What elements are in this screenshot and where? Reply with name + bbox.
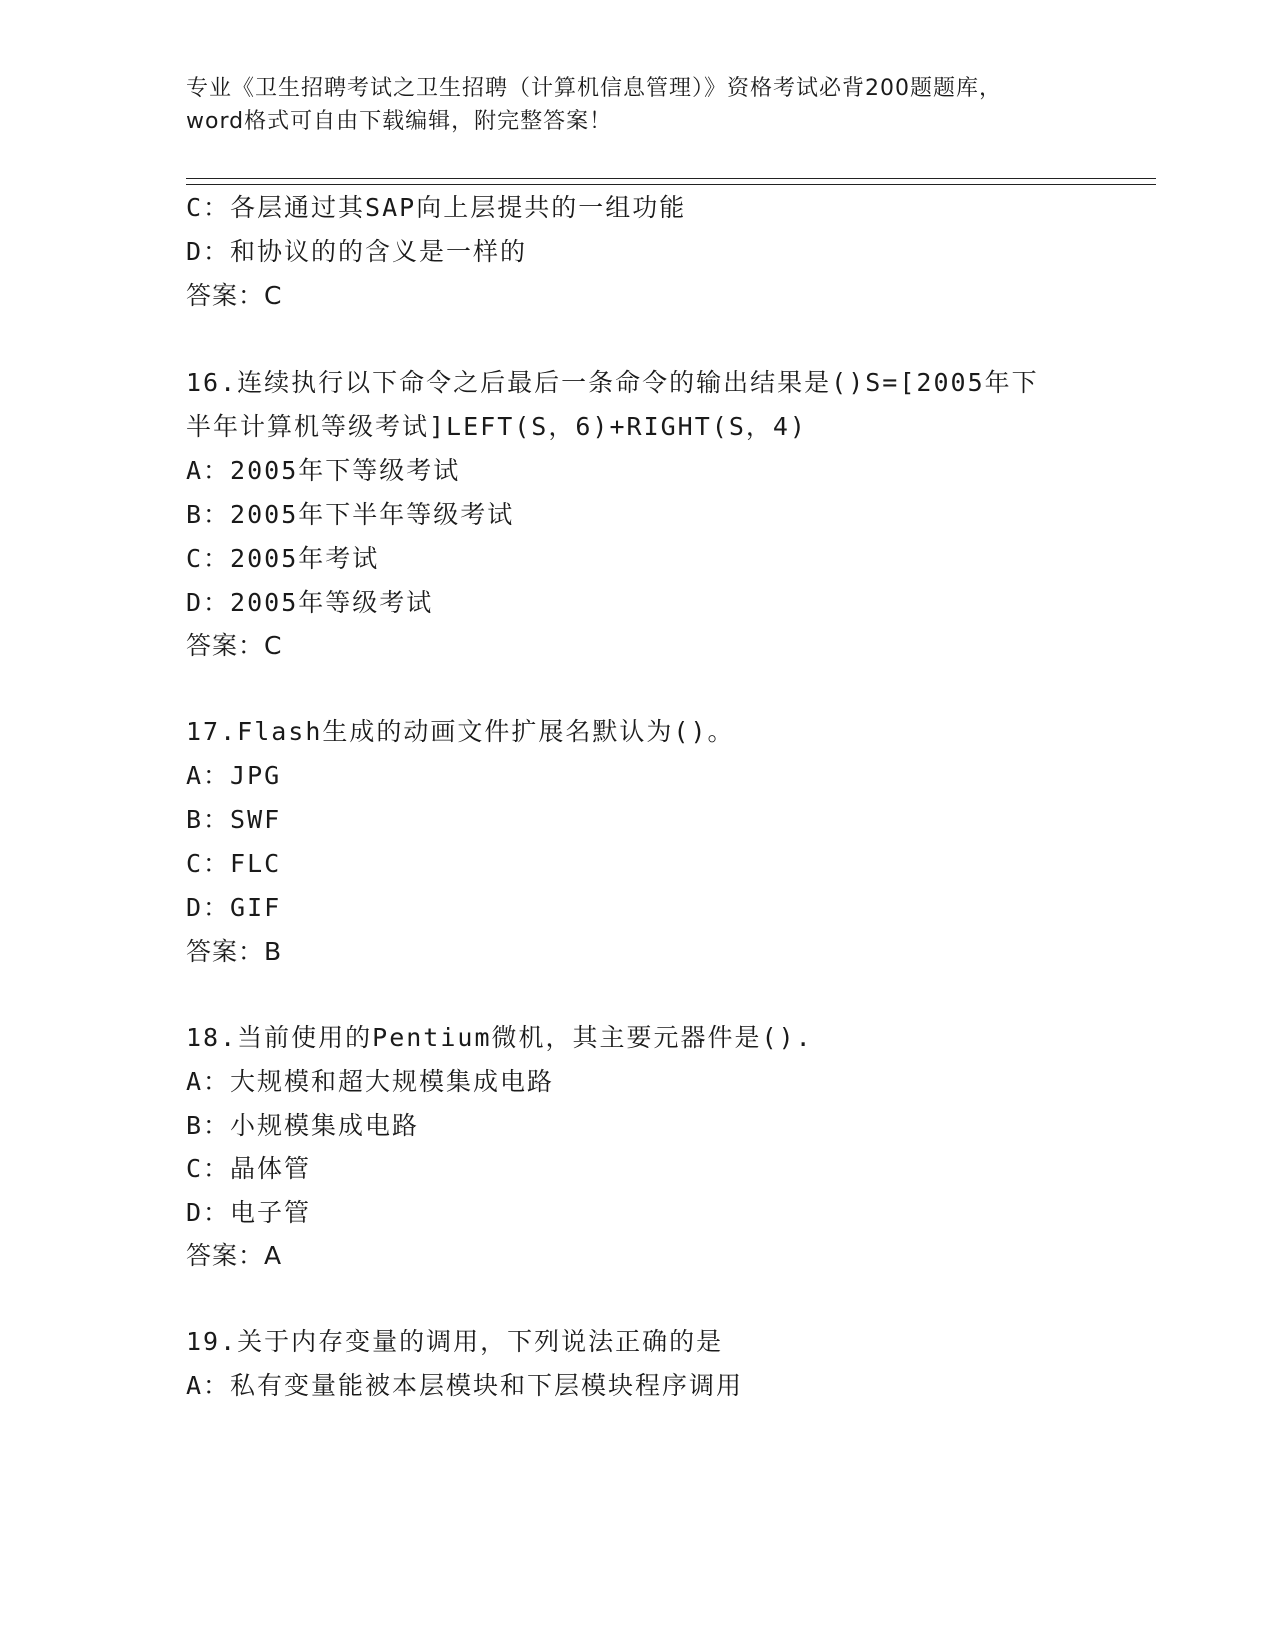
q19-option-a: A：私有变量能被本层模块和下层模块程序调用 — [186, 1371, 744, 1400]
q17-question: 17.Flash生成的动画文件扩展名默认为()。 — [186, 717, 735, 746]
header-title-line-2: word格式可自由下载编辑，附完整答案！ — [186, 109, 613, 134]
q18-option-b: B：小规模集成电路 — [186, 1111, 420, 1140]
header-title-line-1: 专业《卫生招聘考试之卫生招聘（计算机信息管理）》资格考试必背200题题库， — [186, 76, 1002, 101]
q18-question: 18.当前使用的Pentium微机，其主要元器件是(). — [186, 1023, 813, 1052]
q16-question-line-2: 半年计算机等级考试]LEFT(S，6)+RIGHT(S，4) — [186, 412, 807, 441]
q16-option-c: C：2005年考试 — [186, 544, 380, 573]
q17-option-b: B：SWF — [186, 805, 282, 834]
header-divider-bottom — [186, 184, 1156, 185]
q16-option-a: A：2005年下等级考试 — [186, 456, 461, 485]
q18-answer: 答案：A — [186, 1241, 283, 1270]
q17-answer: 答案：B — [186, 937, 283, 966]
q17-option-c: C：FLC — [186, 849, 282, 878]
q17-option-d: D：GIF — [186, 893, 282, 922]
q16-option-d: D：2005年等级考试 — [186, 588, 434, 617]
q15-option-c: C：各层通过其SAP向上层提共的一组功能 — [186, 193, 687, 222]
q15-answer: 答案：C — [186, 281, 283, 310]
header-divider-top — [186, 178, 1156, 179]
q16-option-b: B：2005年下半年等级考试 — [186, 500, 515, 529]
q18-option-c: C：晶体管 — [186, 1154, 312, 1183]
q19-question: 19.关于内存变量的调用，下列说法正确的是 — [186, 1327, 724, 1356]
q15-option-d: D：和协议的的含义是一样的 — [186, 237, 528, 266]
document-header — [186, 72, 1086, 138]
q18-option-a: A：大规模和超大规模集成电路 — [186, 1067, 555, 1096]
q18-option-d: D：电子管 — [186, 1198, 312, 1227]
q16-question-line-1: 16.连续执行以下命令之后最后一条命令的输出结果是()S=[2005年下 — [186, 368, 1039, 397]
q17-option-a: A：JPG — [186, 761, 282, 790]
q16-answer: 答案：C — [186, 631, 283, 660]
